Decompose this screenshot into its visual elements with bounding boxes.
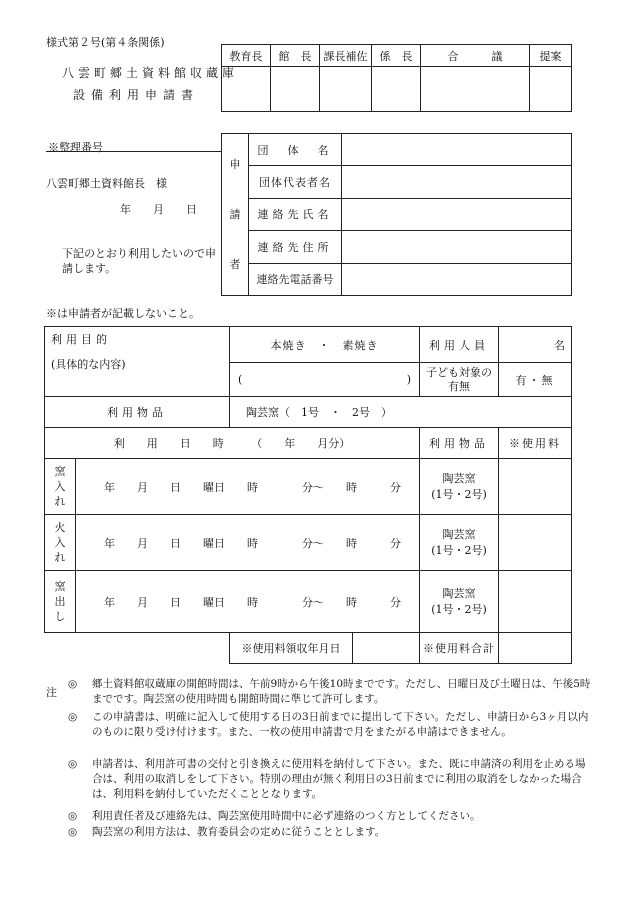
- fee-received-field[interactable]: [353, 633, 420, 664]
- date-line: 年 月 日: [120, 203, 197, 216]
- applicant-side-char: 申: [229, 157, 241, 171]
- note-item: [46, 710, 589, 756]
- people-label: 利用人員: [420, 327, 499, 363]
- row-item-line: 陶芸窯: [442, 586, 476, 600]
- row-label-text: 火入れ: [54, 521, 66, 564]
- purpose-label: 利用目的: [51, 333, 111, 346]
- field-label-group-name: 団 体 名: [249, 134, 342, 166]
- row-fee-field[interactable]: [499, 571, 572, 633]
- stamp-cell[interactable]: [271, 67, 320, 112]
- table-row: [45, 515, 572, 571]
- applicant-side-label: [222, 134, 249, 296]
- approval-header: 合 議: [421, 45, 530, 67]
- row-fee-field[interactable]: [499, 515, 572, 571]
- row-label: [45, 459, 76, 515]
- note-item: [46, 677, 591, 709]
- request-text: 下記のとおり利用したいので申請します。: [62, 247, 216, 275]
- fee-total-label: ※使用料合計: [420, 633, 499, 664]
- note-text: 申請者は、利用許可書の交付と引き換えに使用料を納付して下さい。また、既に申請済の利用を止める場合は、利用の取消しをして下さい。特別の理由が無く利用日の3日前までに利用の取消をしなかった場合は、利用料を納付していただくこととなります。: [92, 758, 586, 800]
- approval-header: 係 長: [372, 45, 421, 67]
- row-item: [420, 515, 499, 571]
- note-item: [46, 757, 586, 805]
- addressee: 八雲町郷土資料館長 様: [46, 177, 167, 190]
- row-datetime[interactable]: 年 月 日 曜日 時 分〜 時 分: [76, 571, 420, 633]
- note-text: 郷土資料館収蔵庫の開館時間は、午前9時から午後10時までです。ただし、日曜日及び土曜日は、午後5時までです。陶芸窯の使用時間も開館時間に準じて許可します。: [92, 678, 591, 705]
- form-title-line2: 設備利用申請書: [73, 88, 200, 102]
- stamp-cell[interactable]: [372, 67, 421, 112]
- double-circle-icon: ◎: [68, 711, 78, 723]
- applicant-table: [221, 133, 572, 296]
- row-item-line: 陶芸窯: [442, 471, 476, 485]
- note-text: 陶芸窯の利用方法は、教育委員会の定めに従うこととします。: [92, 826, 386, 838]
- approval-header: 館 長: [271, 45, 320, 67]
- note-star: ※は申請者が記載しないこと。: [46, 307, 200, 320]
- row-datetime[interactable]: 年 月 日 曜日 時 分〜 時 分: [76, 459, 420, 515]
- row-label: [45, 515, 76, 571]
- item-header: 利用物品: [420, 428, 499, 459]
- note-text: 利用責任者及び連絡先は、陶芸窯使用時間中に必ず連絡のつく方としてください。: [92, 810, 481, 822]
- item-options[interactable]: 陶芸窯（ 1号 ・ 2号 ）: [230, 397, 572, 428]
- double-circle-icon: ◎: [68, 758, 78, 770]
- contact-name-field[interactable]: [342, 198, 572, 230]
- note-item: [46, 825, 586, 841]
- row-item-line: (1号・2号): [431, 543, 487, 557]
- row-label-text: 窯出し: [54, 580, 66, 623]
- item-label: 利用物品: [45, 397, 230, 428]
- form-title-line1: 八雲町郷土資料館収蔵庫: [62, 66, 239, 80]
- double-circle-icon: ◎: [68, 678, 78, 690]
- purpose-detail-label: (具体的な内容): [51, 358, 126, 371]
- stamp-cell[interactable]: [320, 67, 372, 112]
- row-datetime[interactable]: 年 月 日 曜日 時 分〜 時 分: [76, 515, 420, 571]
- representative-field[interactable]: [342, 166, 572, 198]
- fee-received-label: ※使用料領収年月日: [230, 633, 353, 664]
- row-item: [420, 571, 499, 633]
- row-item-line: (1号・2号): [431, 487, 487, 501]
- table-row: [45, 459, 572, 515]
- row-fee-field[interactable]: [499, 459, 572, 515]
- purpose-detail-field[interactable]: [230, 363, 420, 397]
- purpose-options[interactable]: 本焼き ・ 素焼き: [230, 327, 420, 363]
- group-name-field[interactable]: [342, 134, 572, 166]
- double-circle-icon: ◎: [68, 810, 78, 822]
- approval-table: [221, 44, 572, 112]
- field-label-contact-name: 連絡先氏名: [249, 198, 342, 230]
- stamp-cell[interactable]: [421, 67, 530, 112]
- approval-header: 課長補佐: [320, 45, 372, 67]
- stamp-cell[interactable]: [530, 67, 572, 112]
- row-label-text: 窯入れ: [54, 465, 66, 508]
- fee-header: ※使用料: [499, 428, 572, 459]
- paren-open: (: [238, 373, 243, 386]
- contact-phone-field[interactable]: [342, 263, 572, 295]
- fee-total-field[interactable]: [499, 633, 572, 664]
- people-unit: 名: [554, 338, 565, 352]
- note-item: [46, 809, 586, 825]
- field-label-contact-address: 連絡先住所: [249, 231, 342, 263]
- double-circle-icon: ◎: [68, 826, 78, 838]
- table-row: [45, 571, 572, 633]
- datetime-header: 利 用 日 時 （ 年 月分）: [45, 428, 420, 459]
- children-options[interactable]: 有・無: [499, 363, 572, 397]
- approval-header: 教育長: [222, 45, 271, 67]
- row-item-line: (1号・2号): [431, 602, 487, 616]
- contact-address-field[interactable]: [342, 231, 572, 263]
- people-field[interactable]: [499, 327, 572, 363]
- field-label-representative: 団体代表者名: [249, 166, 342, 198]
- children-label: 子ども対象の有無: [420, 363, 499, 397]
- row-label: [45, 571, 76, 633]
- seiri-underline: [46, 151, 221, 152]
- stamp-cell[interactable]: [222, 67, 271, 112]
- row-item: [420, 459, 499, 515]
- blank-cell: [45, 633, 230, 664]
- note-text: この申請書は、明確に記入して使用する日の3日前までに提出して下さい。ただし、申請日から3ヶ月以内のものに限り受け付けます。また、一枚の使用申請書で月をまたがる申請はできません。: [92, 711, 589, 738]
- row-item-line: 陶芸窯: [442, 527, 476, 541]
- paren-close: ): [406, 373, 411, 386]
- usage-table: [44, 326, 572, 664]
- seiri-label: ※整理番号: [48, 141, 103, 154]
- form-number: 様式第２号(第４条関係): [46, 36, 165, 49]
- applicant-side-char: 請: [229, 207, 241, 221]
- applicant-side-char: 者: [229, 257, 241, 271]
- notes-prefix: 注: [46, 686, 57, 699]
- field-label-contact-phone: 連絡先電話番号: [249, 263, 342, 295]
- approval-header: 提案: [530, 45, 572, 67]
